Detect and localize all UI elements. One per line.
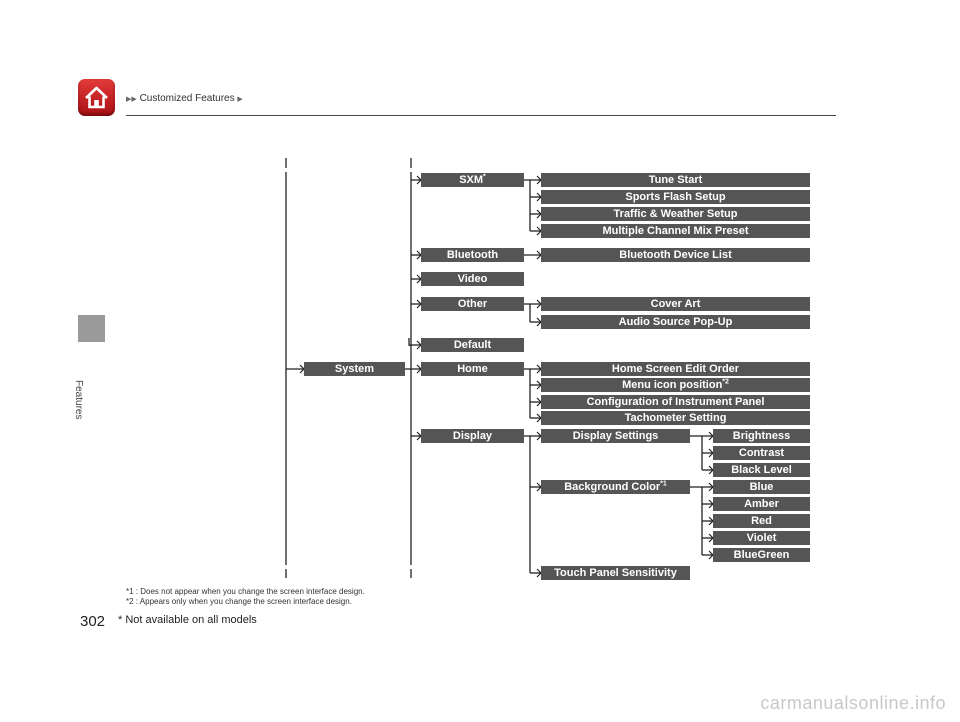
node-multiple-channel-mix-preset: Multiple Channel Mix Preset <box>541 224 810 238</box>
node-sxm: SXM* <box>421 173 524 187</box>
node-bluetooth-device-list: Bluetooth Device List <box>541 248 810 262</box>
node-amber: Amber <box>713 497 810 511</box>
node-cover-art: Cover Art <box>541 297 810 311</box>
node-tachometer-setting: Tachometer Setting <box>541 411 810 425</box>
node-traffic-weather-setup: Traffic & Weather Setup <box>541 207 810 221</box>
breadcrumb-end-arrow: ▶ <box>237 96 243 103</box>
watermark: carmanualsonline.info <box>760 693 946 713</box>
node-video: Video <box>421 272 524 286</box>
node-black-level: Black Level <box>713 463 810 477</box>
footnote-2: *2 : Appears only when you change the screen interface design. <box>126 597 352 606</box>
node-sports-flash-setup: Sports Flash Setup <box>541 190 810 204</box>
node-home-screen-edit-order: Home Screen Edit Order <box>541 362 810 376</box>
availability-note: * Not available on all models <box>118 614 257 626</box>
node-red: Red <box>713 514 810 528</box>
node-violet: Violet <box>713 531 810 545</box>
node-background-color: Background Color$^{*1}$ <box>541 480 690 494</box>
node-tune-start: Tune Start <box>541 173 810 187</box>
breadcrumb-link[interactable]: Customized Features <box>139 93 235 104</box>
node-system: System <box>304 362 405 376</box>
node-contrast: Contrast <box>713 446 810 460</box>
footnote-1: *1 : Does not appear when you change the screen interface design. <box>126 587 365 596</box>
page-number: 302 <box>80 613 106 630</box>
node-menu-icon-position: Menu icon position$^{*2}$ <box>541 378 810 392</box>
node-display-settings: Display Settings <box>541 429 690 443</box>
node-other: Other <box>421 297 524 311</box>
node-bluegreen: BlueGreen <box>713 548 810 562</box>
node-default: Default <box>421 338 524 352</box>
node-display: Display <box>421 429 524 443</box>
node-bluetooth: Bluetooth <box>421 248 524 262</box>
section-label: Features <box>73 380 84 420</box>
breadcrumb-arrows: ▶▶ <box>126 96 137 103</box>
node-touch-panel-sensitivity: Touch Panel Sensitivity <box>541 566 690 580</box>
node-configuration-instrument-panel: Configuration of Instrument Panel <box>541 395 810 409</box>
node-brightness: Brightness <box>713 429 810 443</box>
node-audio-source-popup: Audio Source Pop-Up <box>541 315 810 329</box>
node-blue: Blue <box>713 480 810 494</box>
node-home: Home <box>421 362 524 376</box>
